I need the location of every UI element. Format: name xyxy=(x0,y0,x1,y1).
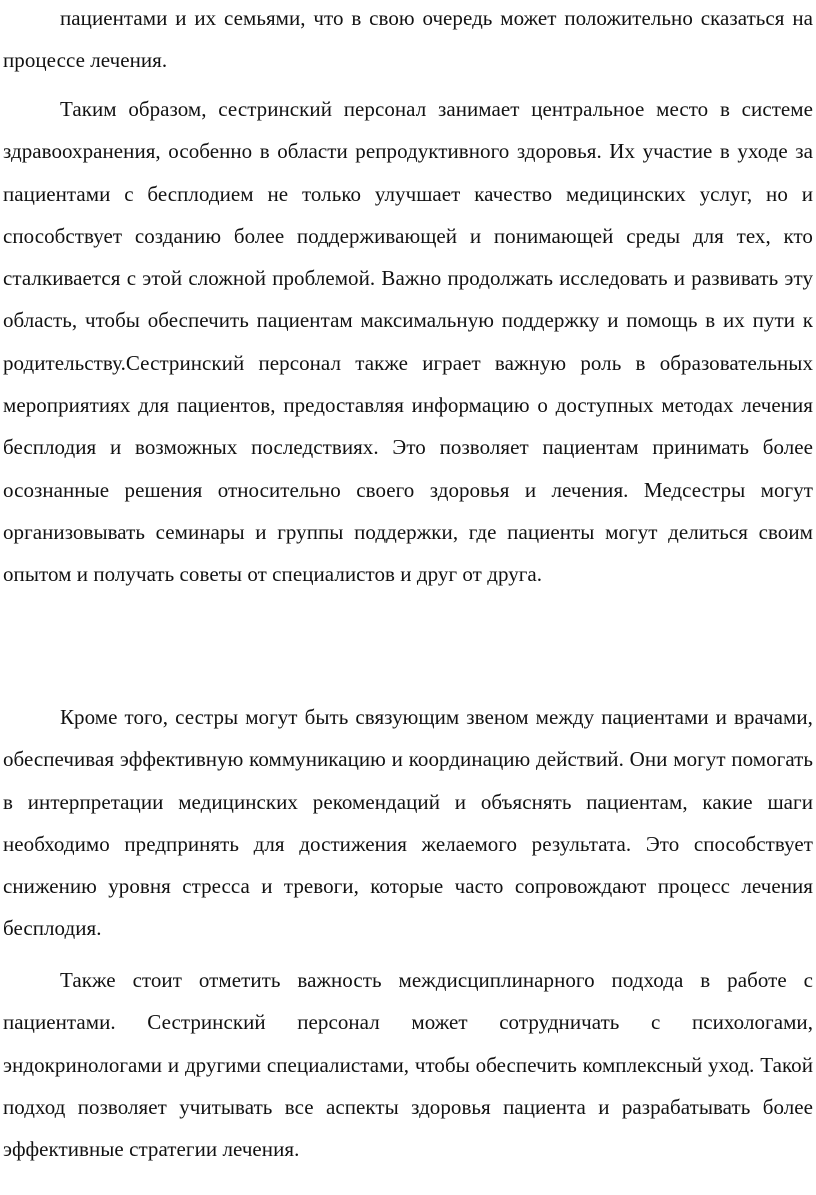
paragraph-nursing-role: Таким образом, сестринский персонал занимает центральное место в системе здравоохранения, особенно в области репродуктивного здоровья. Их участие в уходе за пациентами с бесплодием не только улучшает качество медицинских услуг, но и способствует созданию более поддерживающей и понимающей среды для тех, кто сталкивается с этой сложной проблемой. Важно продолжать исследовать и развивать эту область, чтобы обеспечить пациентам максимальную поддержку и помощь в их пути к родительству.Сестринский персонал также играет важную роль в образовательных мероприятиях для пациентов, предоставляя информацию о доступных методах лечения бесплодия и возможных последствиях. Это позволяет пациентам принимать более осознанные решения относительно своего здоровья и лечения. Медсестры могут организовывать семинары и группы поддержки, где пациенты могут делиться своим опытом и получать советы от специалистов и друг от друга. xyxy=(3,97,813,587)
paragraph-communication: Кроме того, сестры могут быть связующим звеном между пациентами и врачами, обеспечивая эффективную коммуникацию и координацию действий. Они могут помогать в интерпретации медицинских рекомендаций и объяснять пациентам, какие шаги необходимо предпринять для достижения желаемого результата. Это способствует снижению уровня стресса и тревоги, которые часто сопровождают процесс лечения бесплодия. xyxy=(3,705,813,941)
paragraph-continuation: пациентами и их семьями, что в свою очередь может положительно сказаться на процессе лечения. xyxy=(3,6,813,73)
paragraph-interdisciplinary: Также стоит отметить важность междисциплинарного подхода в работе с пациентами. Сестринский персонал может сотрудничать с психологами, эндокринологами и другими специалистами, чтобы обеспечить комплексный уход. Такой подход позволяет учитывать все аспекты здоровья пациента и разрабатывать более эффективные стратегии лечения. xyxy=(3,968,813,1162)
